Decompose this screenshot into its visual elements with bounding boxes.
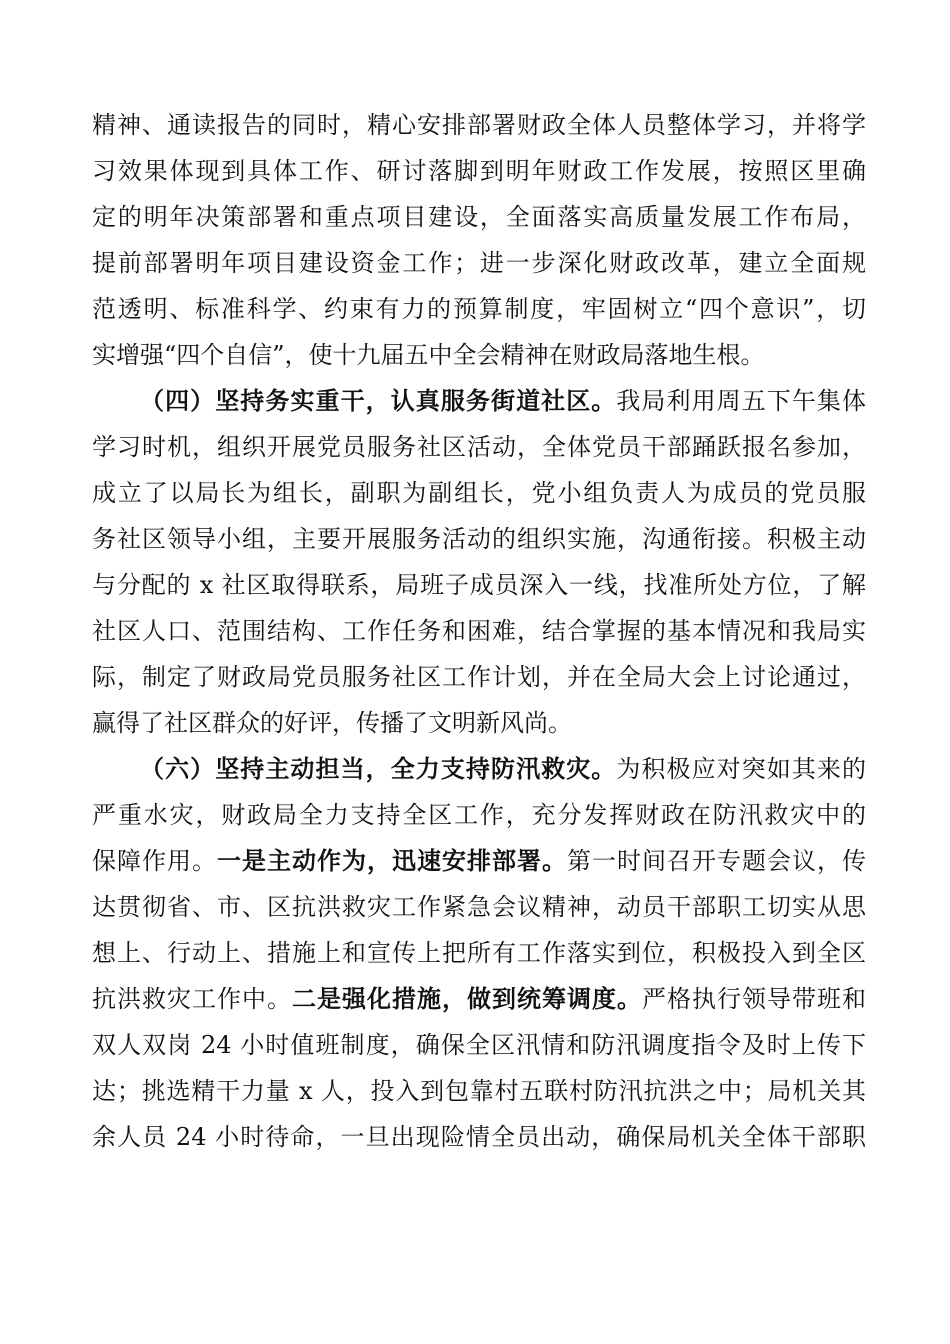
text-line: 与分配的 x 社区取得联系，局班子成员深入一线，找准所处方位，了解: [92, 571, 866, 599]
text-line: 余人员 24 小时待命，一旦出现险情全员出动，确保局机关全体干部职: [92, 1123, 866, 1151]
subheading: 一是主动作为，迅速安排部署。: [217, 847, 567, 875]
text-line: 习效果体现到具体工作、研讨落脚到明年财政工作发展，按照区里确: [92, 157, 866, 185]
paragraph-study: [92, 102, 866, 378]
text-span: 第一时间召开专题会议，传: [567, 847, 866, 875]
text-line: 学习时机，组织开展党员服务社区活动，全体党员干部踊跃报名参加，: [92, 433, 866, 461]
text-line: 社区人口、范围结构、工作任务和困难，结合掌握的基本情况和我局实: [92, 617, 866, 645]
text-span: 抗洪救灾工作中。: [92, 985, 292, 1013]
section-heading: （六）坚持主动担当，全力支持防汛救灾。: [140, 755, 617, 783]
document-body: [92, 102, 866, 1160]
text-line: 提前部署明年项目建设资金工作；进一步深化财政改革，建立全面规: [92, 249, 866, 277]
text-line: 严重水灾，财政局全力支持全区工作，充分发挥财政在防汛救灾中的: [92, 801, 866, 829]
text-line: 双人双岗 24 小时值班制度，确保全区汛情和防汛调度指令及时上传下: [92, 1031, 866, 1059]
text-line: 成立了以局长为组长，副职为副组长，党小组负责人为成员的党员服: [92, 479, 866, 507]
text-line: 赢得了社区群众的好评，传播了文明新风尚。: [92, 709, 572, 737]
text-line: [92, 746, 866, 792]
text-line: 达；挑选精干力量 x 人，投入到包靠村五联村防汛抗洪之中；局机关其: [92, 1077, 866, 1105]
text-line: 范透明、标准科学、约束有力的预算制度，牢固树立“四个意识”，切: [92, 295, 866, 323]
text-line: 达贯彻省、市、区抗洪救灾工作紧急会议精神，动员干部职工切实从思: [92, 893, 866, 921]
text-line: 际，制定了财政局党员服务社区工作计划，并在全局大会上讨论通过，: [92, 663, 866, 691]
text-span: 严格执行领导带班和: [642, 985, 866, 1013]
text-line: [92, 976, 866, 1022]
paragraph-flood-relief: [92, 746, 866, 1160]
section-heading: （四）坚持务实重干，认真服务街道社区。: [140, 387, 617, 415]
text-line: 定的明年决策部署和重点项目建设，全面落实高质量发展工作布局，: [92, 203, 866, 231]
text-span: 为积极应对突如其来的: [616, 755, 866, 783]
text-span: 保障作用。: [92, 847, 217, 875]
subheading: 二是强化措施，做到统筹调度。: [292, 985, 642, 1013]
text-line: 想上、行动上、措施上和宣传上把所有工作落实到位，积极投入到全区: [92, 939, 866, 967]
text-line: 实增强“四个自信”，使十九届五中全会精神在财政局落地生根。: [92, 341, 765, 369]
text-line: [92, 838, 866, 884]
text-span: 我局利用周五下午集体: [616, 387, 866, 415]
text-line: 精神、通读报告的同时，精心安排部署财政全体人员整体学习，并将学: [92, 111, 866, 139]
text-line: 务社区领导小组，主要开展服务活动的组织实施，沟通衔接。积极主动: [92, 525, 866, 553]
text-line: [92, 378, 866, 424]
paragraph-community-service: [92, 378, 866, 746]
